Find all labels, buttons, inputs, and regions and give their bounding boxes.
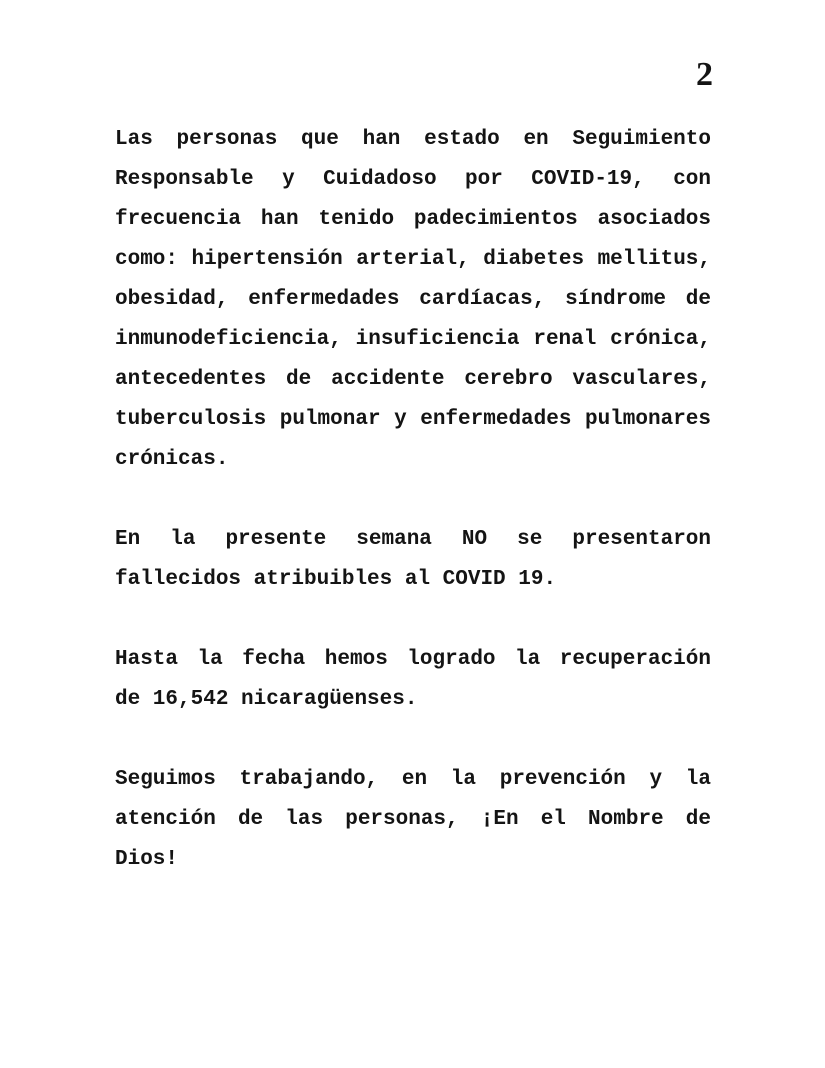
text-line: Dios! <box>115 848 179 871</box>
text-line: de 16,542 nicaragüenses. <box>115 688 418 711</box>
text-line: Seguimos trabajando, en la prevención y la <box>115 768 711 791</box>
paragraph <box>115 120 711 480</box>
text-line: atención de las personas, ¡En el Nombre de <box>115 808 711 831</box>
text-line: crónicas. <box>115 448 229 471</box>
text-line: obesidad, enfermedades cardíacas, síndrome de <box>115 288 711 311</box>
text-line: Hasta la fecha hemos logrado la recuperación <box>115 648 711 671</box>
page-number: 2 <box>696 56 713 93</box>
text-line: antecedentes de accidente cerebro vasculares, <box>115 368 711 391</box>
paragraph <box>115 760 711 880</box>
text-line: frecuencia han tenido padecimientos asociados <box>115 208 711 231</box>
document-body <box>115 120 711 920</box>
text-line: Responsable y Cuidadoso por COVID-19, con <box>115 168 711 191</box>
text-line: fallecidos atribuibles al COVID 19. <box>115 568 557 591</box>
text-line: como: hipertensión arterial, diabetes mellitus, <box>115 248 711 271</box>
paragraph <box>115 640 711 720</box>
text-line: inmunodeficiencia, insuficiencia renal crónica, <box>115 328 711 351</box>
paragraph <box>115 520 711 600</box>
text-line: tuberculosis pulmonar y enfermedades pulmonares <box>115 408 711 431</box>
text-line: Las personas que han estado en Seguimiento <box>115 128 711 151</box>
text-line: En la presente semana NO se presentaron <box>115 528 711 551</box>
